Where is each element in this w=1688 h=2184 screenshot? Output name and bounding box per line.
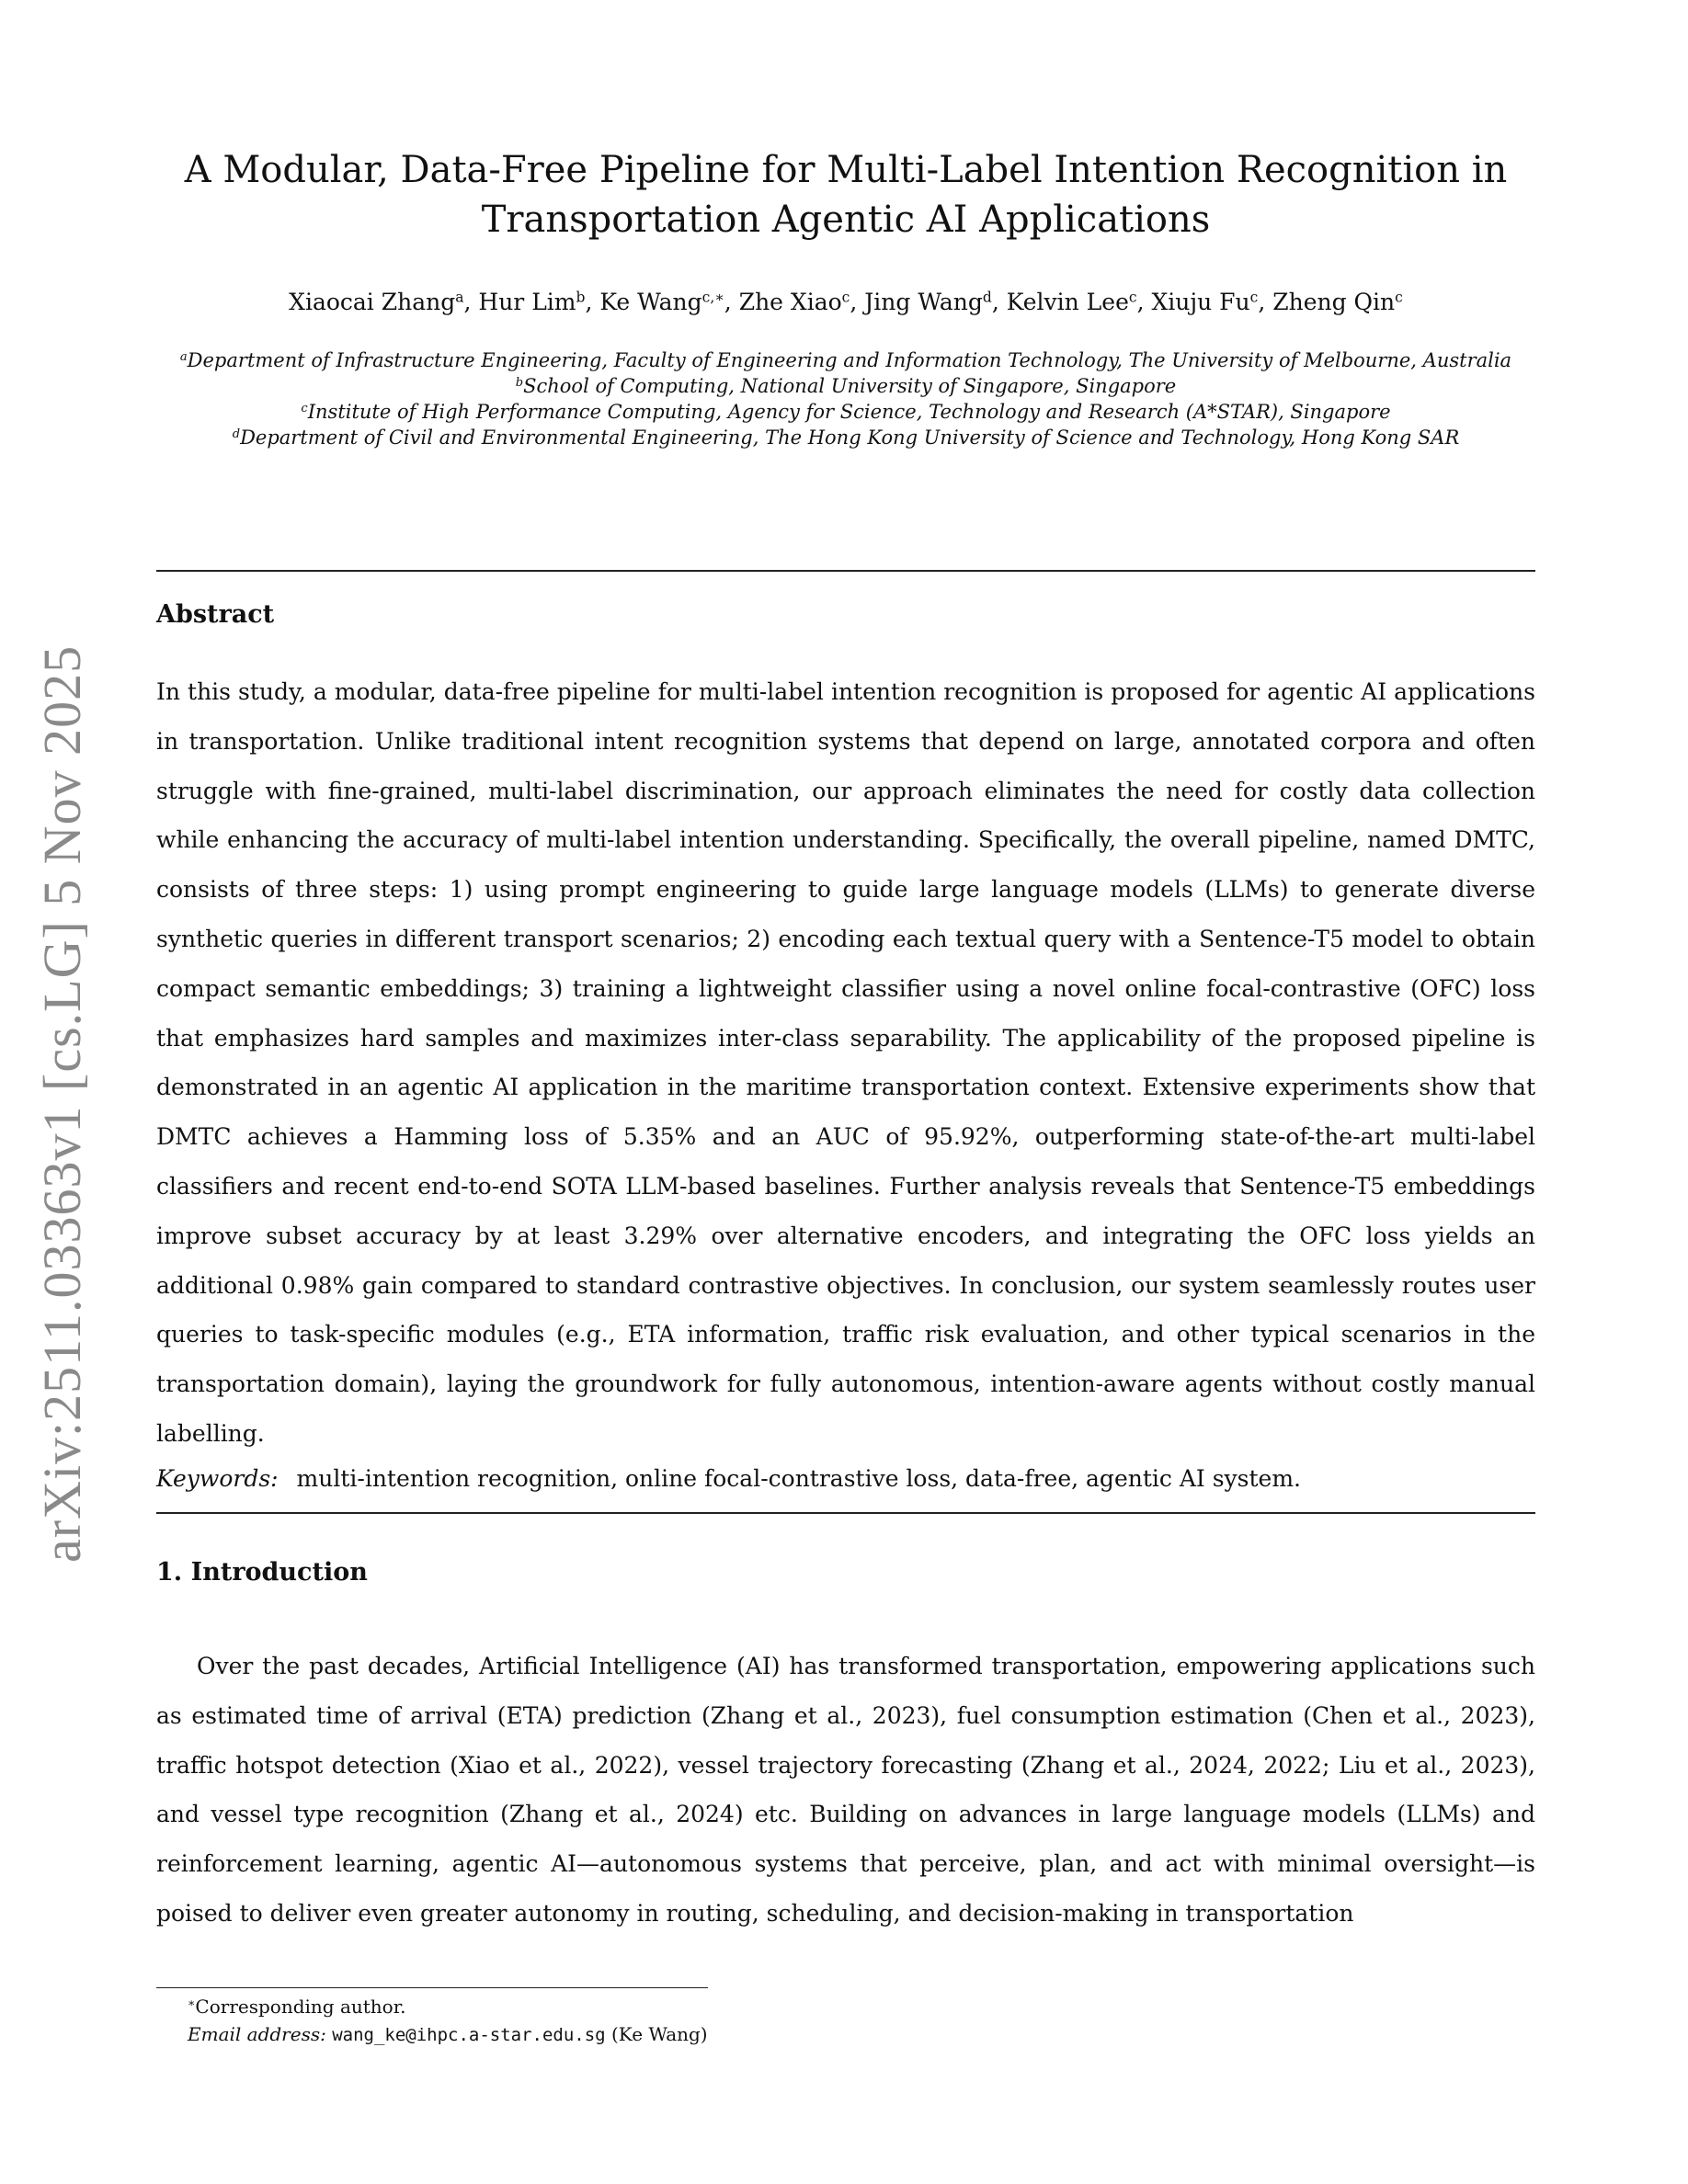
affiliation-list [156,347,1535,450]
footnotes [188,1993,708,2049]
affiliation: $^c$Institute of High Performance Computing, Agency for Science, Technology and Research (A*STAR), Singapore [301,401,1391,423]
author: Ke Wang$^{c,∗}$ [599,289,724,315]
introduction-body: Over the past decades, Artificial Intelligence (AI) has transformed transportation, empowering applications such as estimated time of arrival (ETA) prediction (Zhang et al., 2023), fuel consumption estimation (Chen et al., 2023), traffic hotspot detection (Xiao et al., 2022), vessel trajectory forecasting (Zhang et al., 2024, 2022; Liu et al., 2023), and vessel type recognition (Zhang et al., 2024) etc. Building on advances in large language models (LLMs) and reinforcement learning, agentic AI—autonomous systems that perceive, plan, and act with minimal oversight—is poised to deliver even greater autonomy in routing, scheduling, and decision-making in transportation [156,1653,1535,1927]
keywords [156,1463,1535,1495]
author: Hur Lim$^b$ [478,289,586,315]
affiliation: $^d$Department of Civil and Environmental Engineering, The Hong Kong University of Science and Technology, Hong Kong SAR [232,427,1460,449]
paper-title [156,145,1535,245]
abstract-top-rule [156,570,1535,572]
author: Kelvin Lee$^c$ [1006,289,1137,315]
author: Zheng Qin$^c$ [1272,289,1403,315]
author: Jing Wang$^d$ [864,289,992,315]
affiliation: $^a$Department of Infrastructure Engineering, Faculty of Engineering and Information Technology, The University of Melbourne, Australia [179,349,1512,371]
footnote-rule [156,1987,708,1988]
keywords-label: Keywords: [156,1465,279,1492]
email-note: Email address: wang_ke@ihpc.a-star.edu.sg (Ke Wang) [188,2023,708,2045]
abstract-bottom-rule [156,1512,1535,1514]
title-line-2: Transportation Agentic AI Applications [481,199,1211,241]
email-link[interactable]: wang_ke@ihpc.a-star.edu.sg [332,2025,606,2045]
keywords-text: multi-intention recognition, online focal-contrastive loss, data-free, agentic AI system. [296,1465,1301,1492]
arxiv-side-stamp: arXiv:2511.03363v1 [cs.LG] 5 Nov 2025 [32,644,92,1563]
author: Zhe Xiao$^c$ [738,289,850,315]
title-line-1: A Modular, Data-Free Pipeline for Multi-Label Intention Recognition in [184,149,1508,191]
abstract-body: In this study, a modular, data-free pipeline for multi-label intention recognition is proposed for agentic AI applications in transportation. Unlike traditional intent recognition systems that depend on large, annotated corpora and often struggle with fine-grained, multi-label discrimination, our approach eliminates the need for costly data collection while enhancing the accuracy of multi-label intention understanding. Specifically, the overall pipeline, named DMTC, consists of three steps: 1) using prompt engineering to guide large language models (LLMs) to generate diverse synthetic queries in different transport scenarios; 2) encoding each textual query with a Sentence-T5 model to obtain compact semantic embeddings; 3) training a lightweight classifier using a novel online focal-contrastive (OFC) loss that emphasizes hard samples and maximizes inter-class separability. The applicability of the proposed pipeline is demonstrated in an agentic AI application in the maritime transportation context. Extensive experiments show that DMTC achieves a Hamming loss of 5.35% and an AUC of 95.92%, outperforming state-of-the-art multi-label classifiers and recent end-to-end SOTA LLM-based baselines. Further analysis reveals that Sentence-T5 embeddings improve subset accuracy by at least 3.29% over alternative encoders, and integrating the OFC loss yields an additional 0.98% gain compared to standard contrastive objectives. In conclusion, our system seamlessly routes user queries to task-specific modules (e.g., ETA information, traffic risk evaluation, and other typical scenarios in the transportation domain), laying the groundwork for fully autonomous, intention-aware agents without costly manual labelling. [156,678,1535,1447]
author-list: Xiaocai Zhang$^a$, Hur Lim$^b$, Ke Wang$^{c,∗}$, Zhe Xiao$^c$, Jing Wang$^d$, Kelvin Lee$^c$, Xiuju Fu$^c$, Zheng Qin$^c$ [289,289,1403,315]
author: Xiuju Fu$^c$ [1151,289,1259,315]
author: Xiaocai Zhang$^a$ [289,289,464,315]
corresponding-author-note: ∗Corresponding author. [188,1996,406,2018]
introduction-heading: 1. Introduction [156,1558,368,1587]
abstract-heading: Abstract [156,600,275,629]
affiliation: $^b$School of Computing, National University of Singapore, Singapore [515,375,1177,397]
